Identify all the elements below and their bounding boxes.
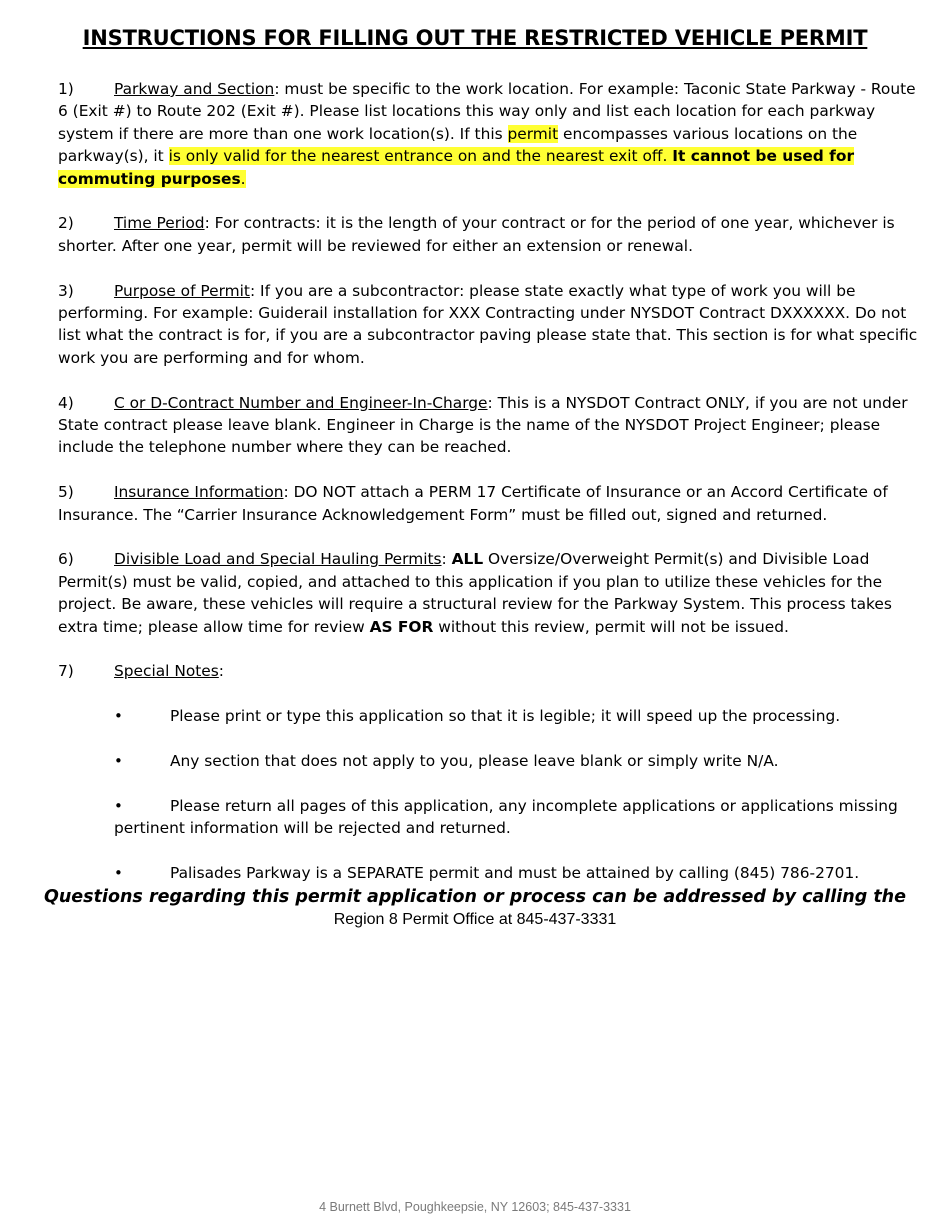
item-text: without this review, permit will not be issued. xyxy=(433,617,789,636)
bullet-item xyxy=(58,795,924,840)
item-number: 7) xyxy=(58,662,74,681)
page-footer: 4 Burnett Blvd, Poughkeepsie, NY 12603; 845-437-3331 xyxy=(319,1200,631,1214)
bullet-item xyxy=(58,750,924,772)
question-line-1: Questions regarding this permit application or process can be addressed by calling the xyxy=(43,887,907,907)
highlighted-text: permit xyxy=(507,124,559,143)
item-number: 3) xyxy=(58,281,74,300)
item-heading: Parkway and Section xyxy=(114,80,275,98)
instruction-item-1 xyxy=(58,78,924,190)
bullet-text: Palisades Parkway is a SEPARATE permit and must be attained by calling (845) 786-2701. xyxy=(170,864,860,883)
item-text: : DO NOT attach a PERM 17 Certificate of Insurance or an Accord Certificate of Insurance. The “Carrier Insurance Acknowledgement Form” must be filled out, signed and returned. xyxy=(58,483,888,524)
item-text: : This is a NYSDOT Contract ONLY, if you are not under State contract please leave blank. Engineer in Charge is the name of the NYSDOT Project Engineer; please include the telephone number where they can be reached. xyxy=(58,393,908,457)
bullet-icon: • xyxy=(114,796,123,815)
bullet-text: Any section that does not apply to you, please leave blank or simply write N/A. xyxy=(170,752,779,771)
bullet-icon: • xyxy=(114,707,123,726)
bullet-item xyxy=(58,862,924,884)
bullet-text: Please print or type this application so that it is legible; it will speed up the processing. xyxy=(170,707,841,726)
highlighted-text: is only valid for the nearest entrance on and the nearest exit off. xyxy=(168,147,673,166)
item-number: 4) xyxy=(58,393,74,412)
item-heading: C or D-Contract Number and Engineer-In-Charge xyxy=(114,393,488,412)
page-title: INSTRUCTIONS FOR FILLING OUT THE RESTRICTED VEHICLE PERMIT xyxy=(82,26,868,50)
bold-text: ALL xyxy=(451,550,484,569)
instruction-item-3 xyxy=(58,280,924,370)
question-line-2: Region 8 Permit Office at 845-437-3331 xyxy=(333,911,617,928)
instructions-body xyxy=(58,78,924,907)
item-heading: Time Period xyxy=(114,214,205,233)
item-heading: Divisible Load and Special Hauling Permits xyxy=(114,550,442,569)
instruction-item-2 xyxy=(58,212,924,257)
instruction-item-5 xyxy=(58,481,924,526)
bullet-text: Please return all pages of this application, any incomplete applications or applications missing pertinent information will be rejected and returned. xyxy=(114,796,898,838)
item-text: : If you are a subcontractor: please state exactly what type of work you will be performing. For example: Guiderail installation for XXX Contracting under NYSDOT Contract DXXXXXX. Do not list what the contract is for, if you are a subcontractor paving please state that. This section is for what specific work you are performing and for whom. xyxy=(58,281,918,367)
item-text: : must be specific to the work location. For example: Taconic State Parkway - Route 6 (Exit #) to Route 202 (Exit #). Please list locations this way only and list each location for each parkway system if there are more than one work location(s). If this xyxy=(58,80,916,143)
highlighted-text: . xyxy=(240,169,246,188)
item-text: : For contracts: it is the length of your contract or for the period of one year, whichever is shorter. After one year, permit will be reviewed for either an extension or renewal. xyxy=(58,214,895,255)
item-text: Oversize/Overweight Permit(s) and Divisible Load Permit(s) must be valid, copied, and attached to this application if you plan to utilize these vehicles for the project. Be aware, these vehicles will require a structural review for the Parkway System. This process takes extra time; please allow time for review xyxy=(58,550,892,636)
instruction-item-4 xyxy=(58,392,924,459)
item-text: : xyxy=(218,662,224,681)
instruction-item-6 xyxy=(58,548,924,638)
highlighted-bold-text: It cannot be used for commuting purposes xyxy=(58,147,855,188)
instruction-item-7 xyxy=(58,660,924,682)
item-number: 5) xyxy=(58,483,74,502)
item-text: encompasses various locations on the parkway(s), it xyxy=(58,124,858,166)
bullet-item xyxy=(58,705,924,727)
item-heading: Purpose of Permit xyxy=(114,281,250,300)
item-heading: Special Notes xyxy=(114,662,219,681)
bullet-icon: • xyxy=(114,864,123,883)
contact-question xyxy=(0,885,950,931)
bold-text: AS FOR xyxy=(369,617,434,636)
item-number: 6) xyxy=(58,550,74,569)
item-text: : xyxy=(441,550,452,569)
item-number: 2) xyxy=(58,214,74,233)
bullet-icon: • xyxy=(114,752,123,771)
item-number: 1) xyxy=(58,80,74,98)
item-heading: Insurance Information xyxy=(114,483,284,502)
